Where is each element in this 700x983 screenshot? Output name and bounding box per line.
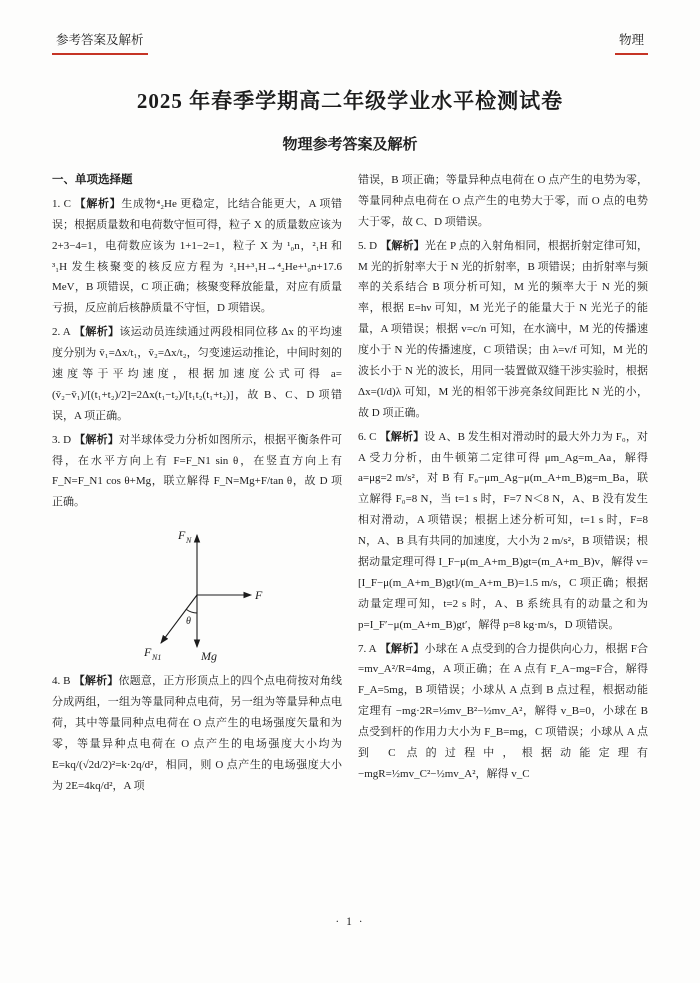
answer-item-6: [358, 427, 648, 636]
force-diagram-svg: [122, 517, 272, 665]
page-title: 2025 年春季学期高二年级学业水平检测试卷: [136, 89, 564, 113]
item-3-number: 3. D: [52, 433, 72, 446]
answer-item-4: [52, 671, 342, 796]
answer-item-1: [52, 194, 342, 319]
item-1-body: 生成物⁴₂He 更稳定，比结合能更大，A 项错误；根据质量数和电荷数守恒可得，粒子 X 的质量数应该为 2+3−4=1，电荷数应该为 1+1−2=1，粒子 X 为 ¹₀n，²₁H 和 ³₁H 发生核聚变的核反应方程为 ²₁H+³₁H→⁴₂He+¹₀n+17.6 MeV，B 项错误，C 项正确；核聚变释放能量，对应有质量亏损，反应前后核静质量不守恒，D 项错误。: [52, 197, 343, 315]
item-7-number: 7. A: [358, 642, 377, 655]
two-column-body: [52, 170, 648, 800]
right-column: [358, 170, 648, 800]
fn1-arrow: [161, 595, 197, 643]
item-6-number: 6. C: [358, 430, 377, 443]
item-5-number: 5. D: [358, 239, 378, 252]
left-column: [52, 170, 342, 800]
force-diagram: [52, 517, 342, 665]
answer-item-5: [358, 236, 648, 424]
item-3-body: 对半球体受力分析如图所示，根据平衡条件可得，在水平方向上有 F=F_N1 sin θ，在竖直方向上有 F_N=F_N1 cos θ+Mg，联立解得 F_N=Mg+F/tan θ，故 D 项正确。: [52, 433, 342, 509]
fn-label: F: [178, 528, 186, 543]
item-4-continued-body: 错误，B 项正确；等量异种点电荷在 O 点产生的电势为零，等量同种点电荷在 O 点产生的电势大于零，而 O 点的电势大于零，故 C、D 项错误。: [358, 174, 648, 228]
answer-item-3: [52, 430, 342, 514]
analysis-marker: 【解析】: [380, 239, 425, 252]
item-7-body: 小球在 A 点受到的合力提供向心力，根据 F合=mv_A²/R=4mg，A 项正确；在 A 点有 F_A−mg=F合，解得 F_A=5mg，B 项错误；小球从 A 点到 B 点过程，根据动能定理有 −mg·2R=½mv_B²−½mv_A²，解得 v_B=0，小球在 B 点受到杆的作用力大小为 F_B=mg，C 项错误；小球从 A 点到 C 点的过程中，根据动能定理有 −mgR=½mv_C²−½mv_A²，解得 v_C: [358, 642, 648, 780]
analysis-marker: 【解析】: [379, 430, 425, 443]
fn1-label: F: [144, 645, 152, 660]
f-label: F: [255, 588, 263, 603]
mg-label: Mg: [201, 649, 217, 664]
item-4-body: 依题意，正方形顶点上的四个点电荷按对角线分成两组，一组为等量同种点电荷，另一组为等量异种点电荷，其中等量同种点电荷在 O 点产生的电场强度矢量和为零，等量异种点电荷在 O 点产生的电场强度大小均为 E=kq/(√2d/2)²=k·2q/d²，相同，则 O 点产生的电场强度大小为 2E=4kq/d²，A 项: [52, 675, 343, 792]
section-header: 一、单项选择题: [52, 174, 133, 186]
page-number: · 1 ·: [335, 916, 365, 928]
answer-item-2: [52, 322, 342, 426]
fn1-label-subscript: N1: [152, 653, 162, 663]
answer-item-7: [358, 639, 648, 785]
theta-angle-arc: [186, 610, 197, 614]
page-header: [52, 30, 648, 55]
answer-item-4-continued: [358, 170, 648, 233]
analysis-marker: 【解析】: [379, 642, 425, 655]
analysis-marker: 【解析】: [74, 197, 122, 210]
theta-label: θ: [186, 616, 191, 628]
header-right-label: 物理: [615, 30, 648, 55]
item-4-number: 4. B: [52, 675, 71, 688]
fn-label-subscript: N: [186, 536, 192, 546]
analysis-marker: 【解析】: [73, 326, 120, 339]
page-subtitle: 物理参考答案及解析: [282, 136, 418, 153]
item-2-body: 该运动员连续通过两段相同位移 Δx 的平均速度分别为 v̄₁=Δx/t₁，v̄₂=Δx/t₂，匀变速运动推论，中间时刻的速度等于平均速度，根据加速度公式可得 a=(v̄₂−v̄₁)/[(t₁+t₂)/2]=2Δx(t₁−t₂)/[t₁t₂(t₁+t₂)]，故 B、C、D 项错误，A 项正确。: [52, 326, 342, 422]
analysis-marker: 【解析】: [73, 675, 119, 688]
item-2-number: 2. A: [52, 326, 71, 339]
item-1-number: 1. C: [52, 197, 72, 210]
analysis-marker: 【解析】: [74, 433, 119, 446]
header-left-label: 参考答案及解析: [52, 30, 148, 55]
item-5-body: 光在 P 点的入射角相同，根据折射定律可知，M 光的折射率大于 N 光的折射率，B 项错误；由折射率与频率的关系结合 B 项分析可知，M 光的频率大于 N 光的频率，根据 E=hν 可知，M 光光子的能量大于 N 光光子的能量，A 项错误；根据 v=c/n 可知，在水滴中，M 光的传播速度小于 N 光的传播速度，C 项错误；由 λ=v/f 可知，M 光的波长小于 N 光的波长，用同一装置做双缝干涉实验时，根据 Δx=(l/d)λ 可知，M 光的相邻干涉亮条纹间距比 N 光的小，故 D 项正确。: [358, 239, 648, 419]
item-6-body: 设 A、B 发生相对滑动时的最大外力为 F₀，对 A 受力分析，由牛顿第二定律可得 μm_Ag=m_Aa，解得 a=μg=2 m/s²，对 B 有 F₀−μm_Ag−μ(m_A+m_B)g=m_Ba，联立解得 F₀=8 N，当 t=1 s 时，F=7 N＜8 N，A、B 没有发生相对滑动，A 项错误；根据上述分析可知，t=1 s 时，F=8 N，A、B 具有共同的加速度，大小为 2 m/s²，B 项错误；根据动量定理可得 I_F−μ(m_A+m_B)gt=(m_A+m_B)v，解得 v=[I_F−μ(m_A+m_B)gt]/(m_A+m_B)=1.5 m/s，C 项正确；根据动量定理可知，t=2 s 时，A、B 系统具有的动量之和为 p=I_F′−μ(m_A+m_B)gt′，解得 p=8 kg·m/s，D 项错误。: [358, 430, 649, 631]
